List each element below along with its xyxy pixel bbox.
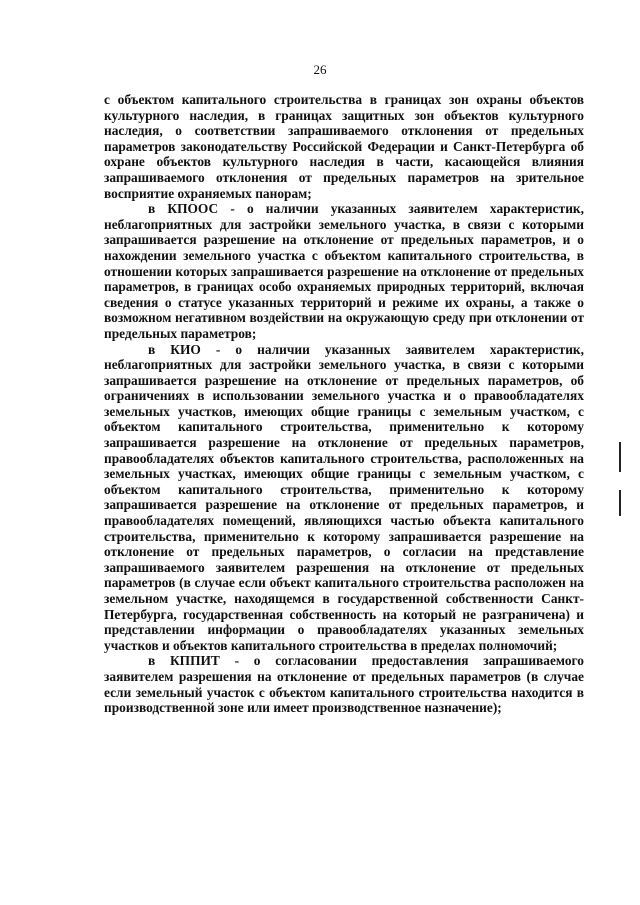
document-body <box>104 92 584 716</box>
margin-mark <box>619 490 621 516</box>
paragraph-kpoos: в КПООС - о наличии указанных заявителем характеристик, неблагоприятных для застройки земельного участка, в связи с которыми запрашивается разрешение на отклонение от предельных параметров, и о нахождении земельного участка с объектом капитального строительства, в отношении которых запрашивается разрешение на отклонение от предельных параметров, в границах особо охраняемых природных территорий, включая сведения о статусе указанных территорий и режиме их охраны, а также о возможном негативном воздействии на окружающую среду при отклонении от предельных параметров; <box>104 201 584 341</box>
paragraph-heritage: с объектом капитального строительства в границах зон охраны объектов культурного наследия, в границах защитных зон объектов культурного наследия, о соответствии запрашиваемого отклонения от предельных параметров законодательству Российской Федерации и Санкт-Петербурга об охране объектов культурного наследия в части, касающейся влияния запрашиваемого отклонения от предельных параметров на зрительное восприятие охраняемых панорам; <box>104 92 584 201</box>
page-number: 26 <box>313 62 327 77</box>
paragraph-kio: в КИО - о наличии указанных заявителем характеристик, неблагоприятных для застройки земельного участка, в связи с которыми запрашивается разрешение на отклонение от предельных параметров, об ограничениях в использовании земельного участка и о правообладателях земельных участков, имеющих общие границы с земельным участком, с объектом капитального строительства, применительно к которому запрашивается разрешение на отклонение от предельных параметров, правообладателях объектов капитального строительства, расположенных на земельных участках, имеющих общие границы с земельным участком, с объектом капитального строительства, применительно к которому запрашивается разрешение на отклонение от предельных параметров, и правообладателях помещений, являющихся частью объекта капитального строительства, применительно к которому запрашивается разрешение на отклонение от предельных параметров, о согласии на представление запрашиваемого заявителем разрешения на отклонение от предельных параметров (в случае если объект капитального строительства расположен на земельном участке, находящемся в государственной собственности Санкт-Петербурга, государственная собственность на который не разграничена) и представлении информации о правообладателях указанных земельных участков и объектов капитального строительства в пределах полномочий; <box>104 341 584 653</box>
paragraph-kppit: в КППИТ - о согласовании предоставления запрашиваемого заявителем разрешения на отклонение от предельных параметров (в случае если земельный участок с объектом капитального строительства находится в производственной зоне или имеет производственное назначение); <box>104 653 584 716</box>
margin-mark <box>619 442 621 472</box>
